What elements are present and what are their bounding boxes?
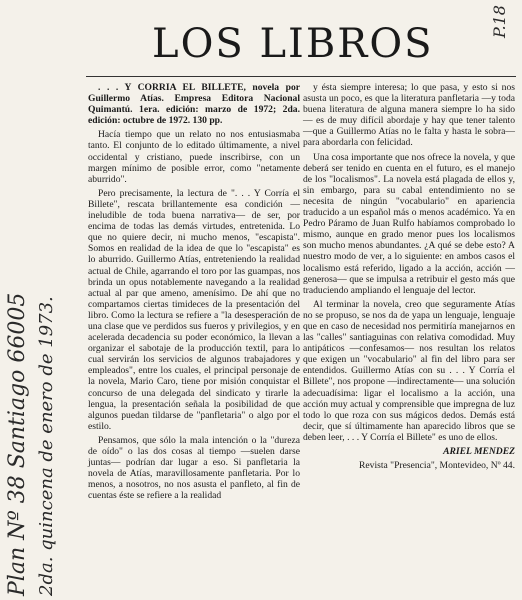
paragraph: y ésta siempre interesa; lo que pasa, y esto si nos asusta un poco, es que la literatura panfletaria —y toda buena literatura de alguna manera siempre lo ha sido— es de muy difícil abordaje y hay que tener talento —que a Guillermo Atías no le falta y hasta le sobra— para abordarla con felicidad. [303,82,515,149]
paragraph: Una cosa importante que nos ofrece la novela, y que deberá ser tenido en cuenta en el futuro, es el manejo de los "localismos". La novela está plagada de ellos y, sin embargo, para su cabal entendimiento no se necesita de ningún "vocabulario" en apariencia traducido a un español más o menos académico. Ya en Pedro Páramo de Juan Rulfo habíamos comprobado lo mismo, aunque en grado menor pues los localismos son mucho menos abundantes. ¿A qué se debe esto? A nuestro modo de ver, a lo siguiente: en ambos casos el localismo está referido, ligado a la acción, acción —generosa— que se impulsa a retribuir el gesto más que traduciendo ampliando el lenguaje del lector. [303,151,515,296]
handwritten-margin-note [0,0,64,600]
paragraph: Pensamos, que sólo la mala intención o la "dureza de oído" o las dos cosas al tiempo —suelen darse juntas— podrían dar lugar a eso. Si panfletaria la novela de Atías, maravillosamente panfletaria. Por lo menos, a nosotros, no nos asusta el panfleto, al fin de cuentas éste se refiere a la realidad [88,434,300,502]
page-title: LOS LIBROS [152,21,434,67]
margin-note-line-2: 2da. quincena de enero de 1973. [36,296,57,596]
article-column-right [303,82,515,474]
source-citation: Revista "Presencia", Montevideo, Nº 44. [358,460,515,472]
paragraph: Hacía tiempo que un relato no nos entusiasmaba tanto. El conjunto de lo editado últimamente, a nivel occidental y cristiano, puede inscribirse, con un margen mínimo de posible error, como "netamente aburrido". [88,129,300,185]
margin-note-text [4,293,60,596]
title-rule [86,76,516,77]
margin-note-line-1: Plan Nº 38 Santiago 66005 [5,292,30,596]
book-heading: . . . Y CORRIA EL BILLETE, novela por Guillermo Atías. Empresa Editora Nacional Quimantú. 1era. edición: marzo de 1972; 2da. edición: octubre de 1972. 130 pp. [88,82,300,127]
paragraph: Pero precisamente, la lectura de ". . . Y Corría el Billete", rescata brillantemente esa condición —ineludible de toda buena narrativa— de ser, por encima de todas las demás virtudes, entretenida. Lo que no quiere decir, ni mucho menos, "escapista". Somos en realidad de la idea de que lo "escapista" es lo aburrido. Guillermo Atías, entreteniendo la realidad actual de Chile, agarrando el toro por las guampas, nos brinda un opus notablemente navegando a la realidad actual al par que ameno, amenísimo. De ahí que no compartamos ciertas timideces de la presentación del libro. Como la lectura se refiere a "la desesperación de una clase que ve perdidos sus fueros y privilegios, y en acelerada decadencia su poder económico, la llevan a organizar el sabotaje de la producción textil, para lo cual servirán los servicios de algunos trabajadores y empleados", entre los cuales, el principal personaje de la novela, Mario Caro, tiene por misión conquistar el concurso de una delegada del sindicato y tirarle la lengua, la presentación señala la posibilidad de que algunos puedan tildarse de "panfletaria" o algo por el estilo. [88,187,300,432]
author-signature: ARIEL MENDEZ [443,446,515,457]
page-number: P.18 [490,5,510,38]
paragraph: Al terminar la novela, creo que seguramente Atías no se propuso, se nos da de yapa un lenguaje, lenguaje que en caso de necesidad nos permitiría manejarnos en las "calles" santiaguinas con relativa comodidad. Muy antipáticos —confesamos— nos resultan los relatos que exigen un "vocabulario" al fin del libro para ser entendidos. Guillermo Atías con su . . . Y Corría el Billete", nos propone —indirectamente— una solución adecuadísima: ligar el localismo a la acción, una acción muy actual y comprensible que impregna de luz todo lo que roza con sus mágicos dedos. Demás está decir, que sí últimamente han aparecido libros que se deben leer, . . . Y Corría el Billete" es uno de ellos. [303,298,515,443]
article-column-left [88,82,300,504]
